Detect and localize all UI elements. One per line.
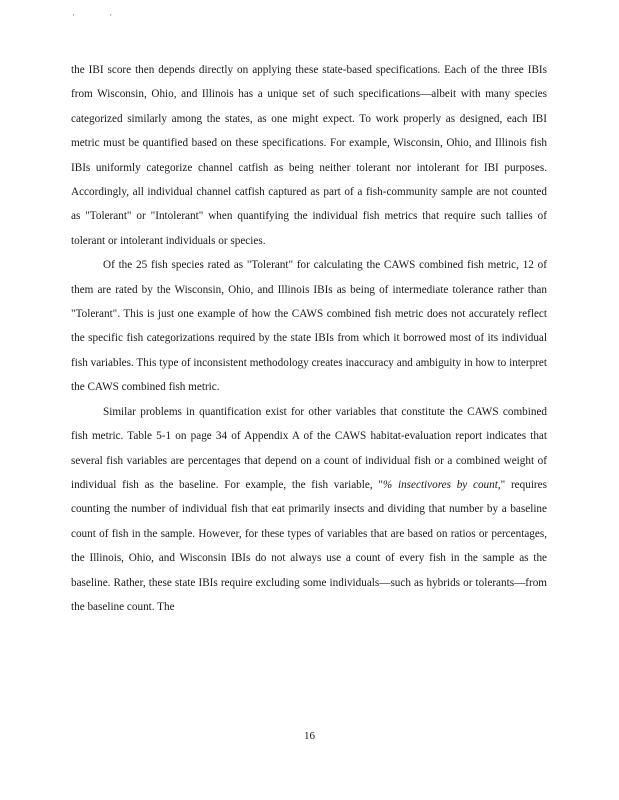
scan-corner-mark: · · — [72, 10, 129, 20]
text-run: " requires counting the number of individual fish that eat primarily insects and dividing that number by a baseline count of fish in the sample. However, for these types of variables that are based on ratios or percentages, the Illinois, Ohio, and Wisconsin IBIs do not always use a count of every fish in the sample as the baseline. Rather, these state IBIs require excluding some individuals—such as hybrids or tolerants—from the baseline count. The — [71, 478, 547, 613]
text-run: Similar problems in quantification exist for other variables that constitute the CAWS combined fish metric. Table 5-1 on page 34 of Appendix A of the CAWS habitat-evaluation report indicates that several fish variables are percentages that depend on a count of individual fish or a combined weight of individual fish as the baseline. For example, the fish variable, " — [71, 405, 547, 491]
text-run: Of the 25 fish species rated as "Tolerant" for calculating the CAWS combined fish metric, 12 of them are rated by the Wisconsin, Ohio, and Illinois IBIs as being of intermediate tolerance rather than "Tolerant". This is just one example of how the CAWS combined fish metric does not accurately reflect the specific fish categorizations required by the state IBIs from which it borrowed most of its individual fish variables. This type of inconsistent methodology creates inaccuracy and ambiguity in how to interpret the CAWS combined fish metric. — [71, 259, 547, 394]
paragraph — [71, 400, 547, 620]
text-run: the IBI score then depends directly on applying these state-based specifications. Each of the three IBIs from Wisconsin, Ohio, and Illinois has a unique set of such specifications—albeit with many species categorized similarly among the states, as one might expect. To work properly as designed, each IBI metric must be quantified based on these specifications. For example, Wisconsin, Ohio, and Illinois fish IBIs uniformly categorize channel catfish as being neither tolerant nor intolerant for IBI purposes. Accordingly, all individual channel catfish captured as part of a fish-community sample are not counted as "Tolerant" or "Intolerant" when quantifying the individual fish metrics that require such tallies of tolerant or intolerant individuals or species. — [71, 64, 547, 247]
paragraph — [71, 58, 547, 253]
body-text — [71, 58, 547, 619]
paragraph — [71, 253, 547, 399]
page-number: 16 — [304, 730, 315, 742]
italic-term: % insectivores by count, — [382, 478, 501, 491]
